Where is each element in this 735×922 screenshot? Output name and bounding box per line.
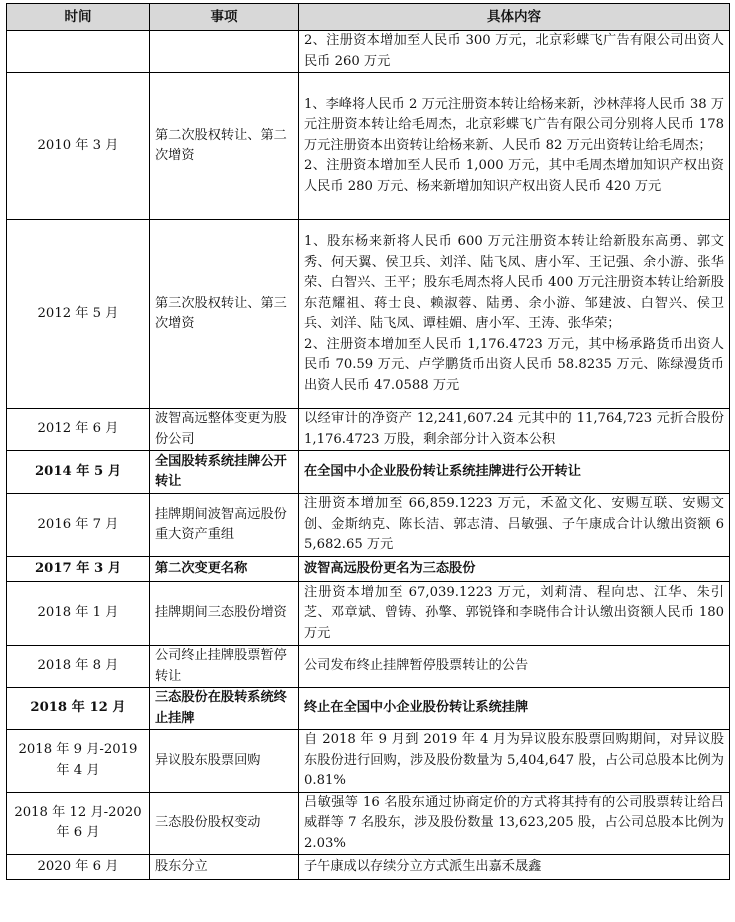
table-row xyxy=(7,730,730,793)
content-cell: 终止在全国中小企业股份转让系统挂牌 xyxy=(299,688,730,730)
item-cell: 异议股东股票回购 xyxy=(150,730,299,793)
time-cell: 2010 年 3 月 xyxy=(7,73,150,220)
time-cell: 2018 年 12 月 xyxy=(7,688,150,730)
time-cell: 2018 年 12 月-2020 年 6 月 xyxy=(7,792,150,855)
time-cell: 2018 年 8 月 xyxy=(7,646,150,688)
content-cell: 自 2018 年 9 月到 2019 年 4 月为异议股东股票回购期间，对异议股东股份进行回购，涉及股份数量为 5,404,647 股，占公司总股本比例为 0.81% xyxy=(299,730,730,793)
table-row xyxy=(7,73,730,220)
table-header-row xyxy=(7,4,730,31)
item-cell: 三态股份在股转系统终止挂牌 xyxy=(150,688,299,730)
time-cell: 2020 年 6 月 xyxy=(7,855,150,880)
content-cell: 公司发布终止挂牌暂停股票转让的公告 xyxy=(299,646,730,688)
time-cell: 2014 年 5 月 xyxy=(7,451,150,494)
table-row xyxy=(7,220,730,409)
table-row xyxy=(7,557,730,582)
history-table-container xyxy=(6,3,729,880)
company-history-table xyxy=(6,3,730,880)
header-content: 具体内容 xyxy=(299,4,730,31)
item-cell: 三态股份股权变动 xyxy=(150,792,299,855)
time-cell: 2018 年 9 月-2019 年 4 月 xyxy=(7,730,150,793)
item-cell: 公司终止挂牌股票暂停转让 xyxy=(150,646,299,688)
item-cell: 挂牌期间三态股份增资 xyxy=(150,582,299,646)
table-row xyxy=(7,31,730,73)
item-cell: 股东分立 xyxy=(150,855,299,880)
table-row xyxy=(7,494,730,557)
content-cell: 注册资本增加至 67,039.1223 万元，刘莉清、程向忠、江华、朱引芝、邓章斌、曾铸、孙擎、郭锐锋和李晓伟合计认缴出资额人民币 180 万元 xyxy=(299,582,730,646)
content-paragraph: 1、李峰将人民币 2 万元注册资本转让给杨来新，沙林萍将人民币 38 万元注册资本转让给毛周杰，北京彩蝶飞广告有限公司分别将人民币 178 万元注册资本出资转让给杨来新、人民币 82 万元出资转让给毛周杰； xyxy=(304,96,724,153)
content-paragraph: 2、注册资本增加至人民币 1,000 万元，其中毛周杰增加知识产权出资人民币 280 万元、杨来新增加知识产权出资人民币 420 万元 xyxy=(304,158,724,194)
content-cell: 波智高远股份更名为三态股份 xyxy=(299,557,730,582)
table-row xyxy=(7,792,730,855)
table-row xyxy=(7,582,730,646)
item-cell: 第三次股权转让、第三次增资 xyxy=(150,220,299,409)
table-row xyxy=(7,646,730,688)
content-cell: 2、注册资本增加至人民币 300 万元，北京彩蝶飞广告有限公司出资人民币 260 万元 xyxy=(299,31,730,73)
item-cell: 第二次股权转让、第二次增资 xyxy=(150,73,299,220)
table-row xyxy=(7,451,730,494)
header-time: 时间 xyxy=(7,4,150,31)
content-cell: 在全国中小企业股份转让系统挂牌进行公开转让 xyxy=(299,451,730,494)
content-cell: 以经审计的净资产 12,241,607.24 元其中的 11,764,723 元折合股份 1,176.4723 万股，剩余部分计入资本公积 xyxy=(299,409,730,451)
time-cell: 2018 年 1 月 xyxy=(7,582,150,646)
item-cell xyxy=(150,31,299,73)
content-paragraph: 1、股东杨来新将人民币 600 万元注册资本转让给新股东高勇、郭文秀、何天翼、侯卫兵、刘洋、陆飞凤、唐小军、王记强、余小游、张华荣、白智兴、王平；股东毛周杰将人民币 400 万元注册资本转让给新股东范耀祖、蒋士良、赖淑蓉、陆勇、余小游、邹建波、白智兴、侯卫兵、刘洋、陆飞凤、谭桂媚、唐小军、王涛、张华荣； xyxy=(304,234,724,331)
item-cell: 全国股转系统挂牌公开转让 xyxy=(150,451,299,494)
item-cell: 第二次变更名称 xyxy=(150,557,299,582)
content-cell xyxy=(299,73,730,220)
content-cell: 子午康成以存续分立方式派生出嘉禾晟鑫 xyxy=(299,855,730,880)
table-row xyxy=(7,688,730,730)
content-cell: 吕敏强等 16 名股东通过协商定价的方式将其持有的公司股票转让给吕威群等 7 名股东，涉及股份数量 13,623,205 股，占公司总股本比例为 2.03% xyxy=(299,792,730,855)
table-row xyxy=(7,409,730,451)
time-cell: 2017 年 3 月 xyxy=(7,557,150,582)
header-item: 事项 xyxy=(150,4,299,31)
content-cell: 注册资本增加至 66,859.1223 万元，禾盈文化、安赐互联、安赐文创、金斯纳克、陈长洁、郭志清、吕敏强、子午康成合计认缴出资额 65,682.65 万元 xyxy=(299,494,730,557)
time-cell: 2016 年 7 月 xyxy=(7,494,150,557)
time-cell xyxy=(7,31,150,73)
time-cell: 2012 年 5 月 xyxy=(7,220,150,409)
content-paragraph: 2、注册资本增加至人民币 1,176.4723 万元，其中杨承路货币出资人民币 70.59 万元、卢学鹏货币出资人民币 58.8235 万元、陈绿漫货币出资人民币 47.0588 万元 xyxy=(304,336,724,393)
table-body xyxy=(7,31,730,880)
time-cell: 2012 年 6 月 xyxy=(7,409,150,451)
item-cell: 波智高远整体变更为股份公司 xyxy=(150,409,299,451)
content-cell xyxy=(299,220,730,409)
item-cell: 挂牌期间波智高远股份重大资产重组 xyxy=(150,494,299,557)
table-row xyxy=(7,855,730,880)
